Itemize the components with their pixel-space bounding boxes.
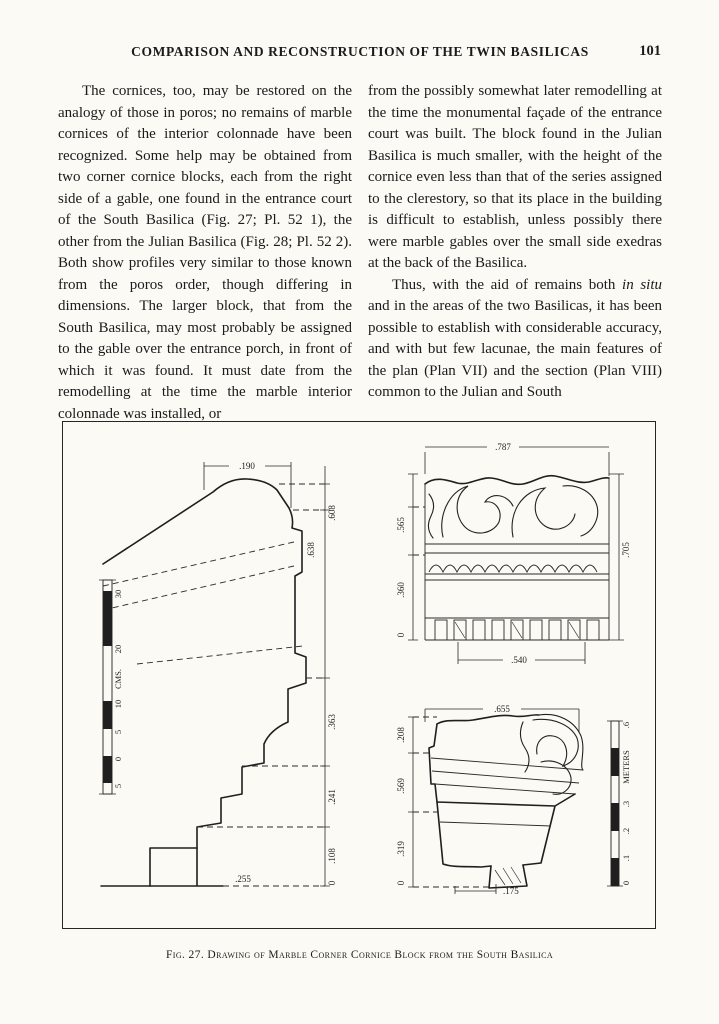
- figure-caption: Fig. 27. Drawing of Marble Corner Cornice Block from the South Basilica: [165, 949, 554, 961]
- dim-655: .655: [494, 704, 510, 714]
- paragraph-2: from the possibly somewhat later remodelling at the time the monumental façade of the entrance court was built. The block found in the Julian Basilica is much smaller, with the height of the cornice even less than that of the series assigned to the clerestory, so that its place in the building is difficult to establish, unless possibly there were marble gables over the small side exedras at the back of the Basilica.: [368, 83, 662, 271]
- top-right-drawing: [396, 442, 631, 665]
- dim-638: .638: [306, 542, 316, 558]
- running-title: COMPARISON AND RECONSTRUCTION OF THE TWIN BASILICAS: [131, 44, 589, 59]
- cms-tick-minus5: 5: [113, 783, 123, 789]
- dim-360: .360: [396, 582, 406, 598]
- dim-569: .569: [396, 778, 406, 794]
- dim-108: .108: [327, 848, 337, 864]
- figure-27: [62, 421, 656, 929]
- dim-208: .208: [396, 727, 406, 743]
- bottom-right-drawing: [396, 704, 583, 896]
- dim-565: .565: [396, 517, 406, 533]
- cms-tick-20: 20: [113, 644, 123, 654]
- dim-540: .540: [511, 655, 527, 665]
- cms-scale-bar: [99, 580, 123, 794]
- dim-190: .190: [239, 461, 255, 471]
- dim-255: .255: [235, 874, 251, 884]
- dim-608: .608: [327, 505, 337, 521]
- paragraph-3-italic: in situ: [622, 276, 663, 293]
- meters-tick-0: 0: [621, 880, 631, 886]
- text-columns: [58, 81, 662, 425]
- left-profile-drawing: [101, 461, 337, 886]
- meters-tick-3: .3: [621, 800, 631, 808]
- cms-tick-5: 5: [113, 729, 123, 735]
- dim-175: .175: [503, 886, 519, 896]
- column-right: [368, 81, 662, 425]
- dim-363: .363: [327, 714, 337, 730]
- paragraph-3-text: and in the areas of the two Basilicas, it has been possible to establish with considerable accuracy, and with but few lacunae, the main features of the plan (Plan VII) and the section (Plan VIII) common to the Julian and South: [368, 298, 662, 400]
- dentil-row: [435, 620, 599, 640]
- meters-tick-1: .1: [621, 854, 631, 862]
- dim-241: .241: [327, 789, 337, 805]
- column-left: [58, 81, 352, 425]
- paragraph-3-text: Thus, with the aid of remains both: [392, 276, 623, 293]
- paragraph-3: [368, 275, 662, 404]
- dim-319: .319: [396, 841, 406, 857]
- meters-scale-bar: [607, 721, 631, 886]
- dim-787: .787: [495, 442, 511, 452]
- meters-tick-6: .6: [621, 721, 631, 729]
- cms-unit-label: CMS.: [113, 668, 123, 690]
- dim-datum-topright: 0: [396, 632, 406, 638]
- cornice-drawing: [63, 422, 655, 928]
- dim-datum-bottomright: 0: [396, 880, 406, 886]
- cms-tick-10: 10: [113, 699, 123, 709]
- dim-datum-left: 0: [327, 880, 337, 886]
- page-number: 101: [639, 43, 661, 59]
- paragraph-1: The cornices, too, may be restored on the analogy of those in poros; no remains of marble cornices of the interior colonnade have been recognized. Some help may be obtained from two corner cornice blocks, each from the right side of a gable, one found in the entrance court of the South Basilica (Fig. 27; Pl. 52 1), the other from the Julian Basilica (Fig. 28; Pl. 52 2). Both show profiles very similar to those known from the poros order, though differing in dimensions. The larger block, that from the South Basilica, may most probably be assigned to the gable over the entrance porch, in front of which it was found. It must date from the remodelling at the time the marble interior colonnade was installed, or: [58, 83, 352, 422]
- meters-tick-2: .2: [621, 827, 631, 835]
- meters-unit-label: METERS: [621, 750, 631, 784]
- cms-tick-30: 30: [113, 589, 123, 599]
- cms-tick-0: 0: [113, 756, 123, 762]
- dim-705: .705: [621, 542, 631, 558]
